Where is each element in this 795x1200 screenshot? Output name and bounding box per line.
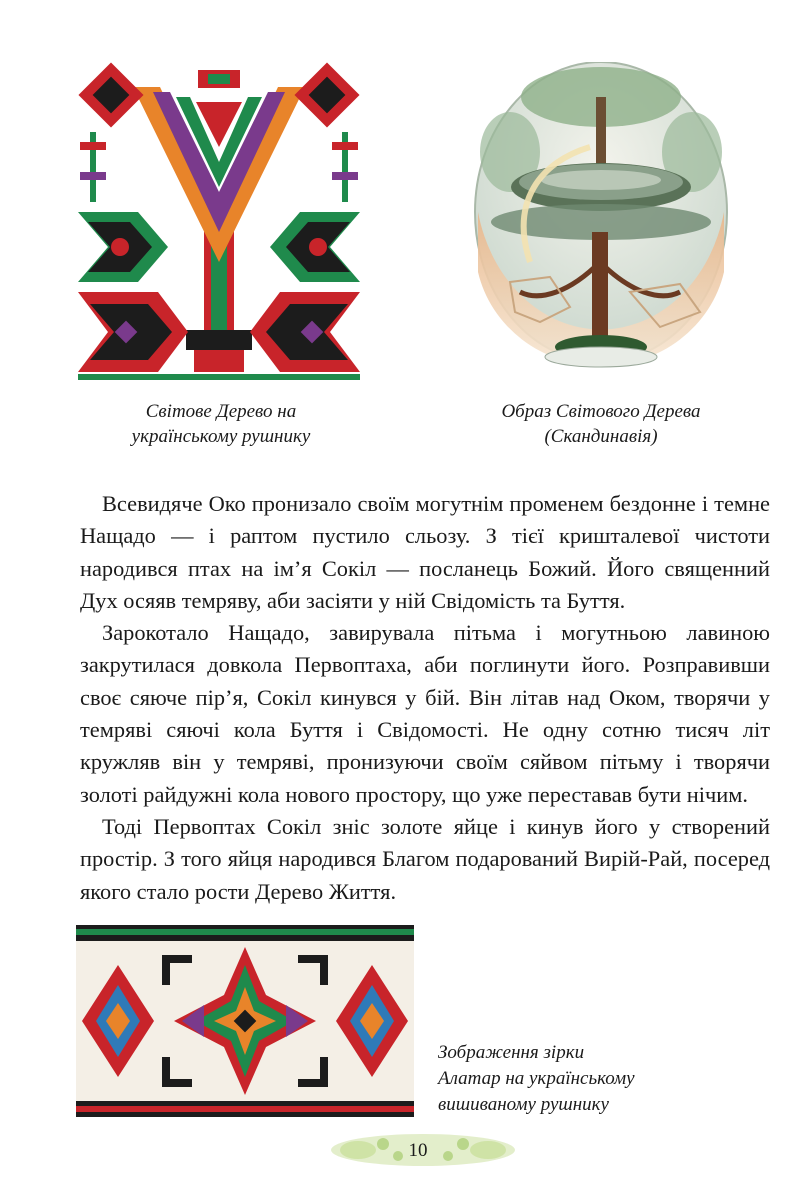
right-figure-caption <box>465 399 737 449</box>
alatar-star-towel-image <box>76 925 414 1117</box>
paragraph: Тоді Первоптах Сокіл зніс золоте яйце і кинув його у створений простір. З того яйця народився Благом подарований Вирій-Рай, посеред якого стало рости Дерево Життя. <box>80 813 770 904</box>
caption-line: українському рушнику <box>131 426 311 447</box>
caption-line: Світове Дерево на <box>145 401 297 422</box>
paragraph: Зарокотало Нащадо, завирувала пітьма і могутньою лавиною закрутилася довкола Первоптаха, аби поглинути його. Розправивши своє сяюче пір’я, Сокіл кинувся у бій. Він літав над Оком, творячи у темряві сяючі кола Буття і Свідомості. Не одну сотню тисяч літ кружляв він у темряві, пронизуючи своїм сяйвом пітьму і творячи золоті райдужні кола нового простору, що уже переставав бути нічим. <box>80 620 770 807</box>
yggdrasil-illustration-image <box>470 62 732 380</box>
caption-line: Алатар на українському <box>438 1068 635 1089</box>
left-figure-caption <box>90 399 352 449</box>
caption-line: Образ Світового Дерева <box>501 401 701 422</box>
towel-figure-caption <box>438 1040 758 1118</box>
paragraph: Всевидяче Око пронизало своїм могутнім променем бездонне і темне Нащадо — і раптом пустило сльозу. З тієї кришталевої чистоти народився птах на ім’я Сокіл — посланець Божий. Його священний Дух осяяв темряву, аби засіяти у ній Свідомість та Буття. <box>80 491 770 613</box>
caption-line: (Скандинавія) <box>544 426 658 447</box>
main-text <box>80 488 770 908</box>
page-number: 10 <box>408 1140 428 1161</box>
caption-line: Зображення зірки <box>438 1042 585 1063</box>
world-tree-embroidery-image <box>78 62 360 384</box>
caption-line: вишиваному рушнику <box>438 1094 609 1115</box>
